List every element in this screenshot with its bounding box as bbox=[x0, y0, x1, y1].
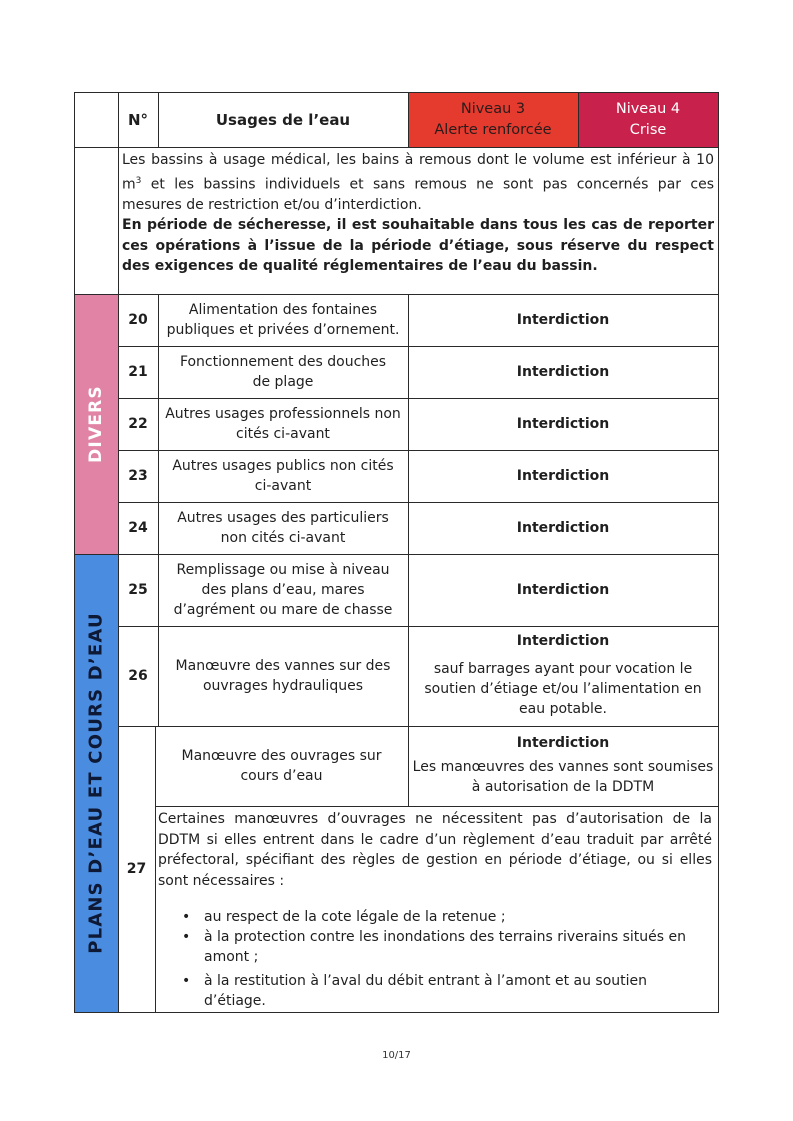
header-usages: Usages de l’eau bbox=[215, 111, 351, 129]
row-measure: Interdiction bbox=[516, 312, 610, 328]
row-usage: Remplissage ou mise à niveau des plans d’eau, mares d’agrément ou mare de chasse bbox=[173, 562, 393, 618]
note-line1: Les bassins à usage médical, les bains à remous dont le volume est inférieur à 10 m bbox=[122, 152, 714, 193]
row-measure-cell bbox=[408, 626, 718, 726]
header-number: N° bbox=[127, 111, 149, 129]
row-usage: Autres usages professionnels non cités ci-avant bbox=[165, 406, 401, 442]
note-superscript: 3 bbox=[135, 175, 142, 186]
header-level3-subtitle: Alerte renforcée bbox=[434, 122, 552, 138]
row-measure-detail: sauf barrages ayant pour vocation le soutien d’étiage et/ou l’alimentation en eau potable. bbox=[424, 661, 702, 717]
row-measure-detail: Les manœuvres des vannes sont soumises à autorisation de la DDTM bbox=[412, 759, 714, 795]
row-measure: Interdiction bbox=[516, 633, 610, 649]
row-measure: Interdiction bbox=[516, 468, 610, 484]
row-number: 22 bbox=[128, 416, 148, 432]
header-level3-title: Niveau 3 bbox=[460, 101, 526, 117]
section-plans-eau-label: PLANS D’EAU ET COURS D’EAU bbox=[85, 612, 107, 954]
row-measure: Interdiction bbox=[516, 364, 610, 380]
row27-note-list bbox=[158, 907, 712, 1011]
note-line2: et les bassins individuels et sans remous ne sont pas concernés par ces mesures de restriction et/ou d’interdiction. bbox=[122, 176, 714, 213]
row27-note bbox=[158, 809, 712, 1011]
row27-note-text: Certaines manœuvres d’ouvrages ne nécessitent pas d’autorisation de la DDTM si elles entrent dans le cadre d’un règlement d’eau traduit par arrêté préfectoral, spécifiant des règles de gestion en période d’étiage, ou si elles sont nécessaires : bbox=[158, 811, 712, 889]
header-level3 bbox=[408, 93, 578, 147]
row-usage: Autres usages publics non cités ci-avant bbox=[172, 458, 394, 494]
row-number: 25 bbox=[128, 582, 148, 598]
row-measure: Interdiction bbox=[516, 416, 610, 432]
header-level4-title: Niveau 4 bbox=[615, 101, 681, 117]
note-text bbox=[122, 150, 714, 215]
row-usage: Manœuvre des ouvrages sur cours d’eau bbox=[181, 748, 382, 784]
row-measure: Interdiction bbox=[516, 735, 610, 751]
page-number: 10/17 bbox=[382, 1050, 411, 1061]
section-divers bbox=[74, 294, 118, 554]
row-number: 27 bbox=[126, 861, 147, 877]
row-usage: Fonctionnement des douches de plage bbox=[179, 354, 387, 390]
row-number: 20 bbox=[128, 312, 148, 328]
row-measure: Interdiction bbox=[516, 520, 610, 536]
row-number: 24 bbox=[128, 520, 148, 536]
list-item: • au respect de la cote légale de la retenue ; bbox=[158, 907, 712, 927]
row-number: 26 bbox=[128, 668, 148, 684]
row-measure: Interdiction bbox=[516, 582, 610, 598]
header-level4-subtitle: Crise bbox=[629, 122, 667, 138]
list-item: • à la restitution à l’aval du débit entrant à l’amont et au soutien d’étiage. bbox=[158, 971, 712, 1011]
row-measure-cell bbox=[408, 726, 718, 806]
section-divers-label: DIVERS bbox=[86, 385, 106, 463]
row-number: 23 bbox=[128, 468, 148, 484]
row-usage: Manœuvre des vannes sur des ouvrages hydrauliques bbox=[175, 658, 391, 694]
note-block bbox=[122, 150, 714, 277]
row-usage: Alimentation des fontaines publiques et privées d’ornement. bbox=[166, 302, 400, 338]
section-plans-eau bbox=[74, 554, 118, 1012]
note-bold-text: En période de sécheresse, il est souhaitable dans tous les cas de reporter ces opérations à l’issue de la période d’étiage, sous réserve du respect des exigences de qualité réglementaires de l’eau du bassin. bbox=[122, 217, 714, 275]
row-usage: Autres usages des particuliers non cités ci-avant bbox=[177, 510, 389, 546]
header-level4 bbox=[578, 93, 718, 147]
list-item: • à la protection contre les inondations des terrains riverains situés en amont ; bbox=[158, 927, 712, 967]
row-number: 21 bbox=[128, 364, 148, 380]
